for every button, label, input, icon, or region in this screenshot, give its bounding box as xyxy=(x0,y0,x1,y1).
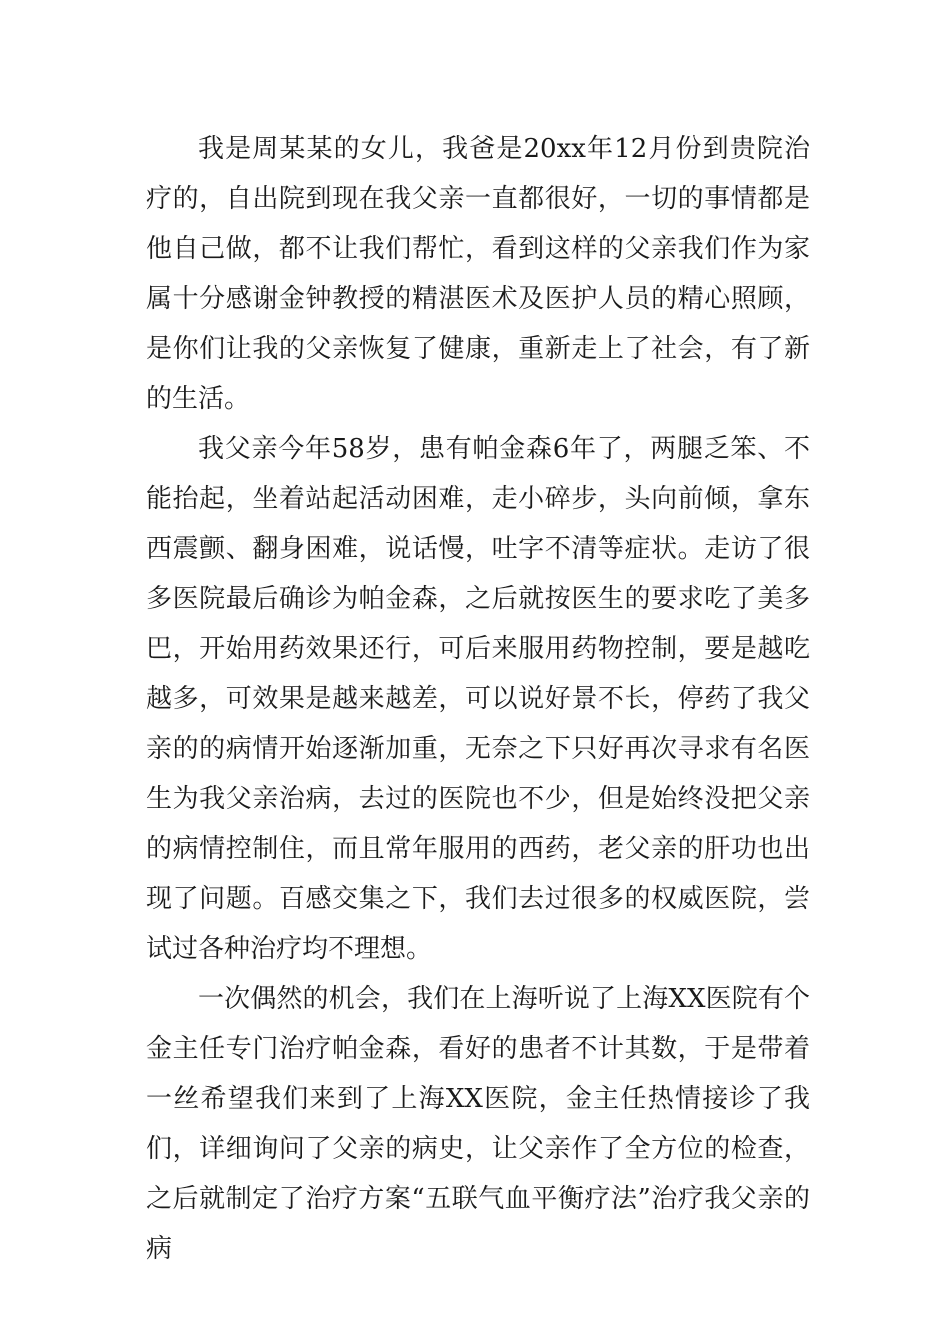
letter-body xyxy=(146,124,810,1274)
paragraph-2: 我父亲今年58岁，患有帕金森6年了，两腿乏笨、不能抬起，坐着站起活动困难，走小碎步，头向前倾，拿东西震颤、翻身困难，说话慢，吐字不清等症状。走访了很多医院最后确诊为帕金森，之后就按医生的要求吃了美多巴，开始用药效果还行，可后来服用药物控制，要是越吃越多，可效果是越来越差，可以说好景不长，停药了我父亲的的病情开始逐渐加重，无奈之下只好再次寻求有名医生为我父亲治病，去过的医院也不少，但是始终没把父亲的病情控制住，而且常年服用的西药，老父亲的肝功也出现了问题。百感交集之下，我们去过很多的权威医院，尝试过各种治疗均不理想。 xyxy=(146,434,810,964)
paragraph-1: 我是周某某的女儿，我爸是20xx年12月份到贵院治疗的，自出院到现在我父亲一直都很好，一切的事情都是他自己做，都不让我们帮忙，看到这样的父亲我们作为家属十分感谢金钟教授的精湛医术及医护人员的精心照顾，是你们让我的父亲恢复了健康，重新走上了社会，有了新的生活。 xyxy=(146,134,810,414)
paragraph-3: 一次偶然的机会，我们在上海听说了上海XX医院有个金主任专门治疗帕金森，看好的患者不计其数，于是带着一丝希望我们来到了上海XX医院，金主任热情接诊了我们，详细询问了父亲的病史，让父亲作了全方位的检查，之后就制定了治疗方案“五联气血平衡疗法”治疗我父亲的病 xyxy=(146,984,810,1264)
